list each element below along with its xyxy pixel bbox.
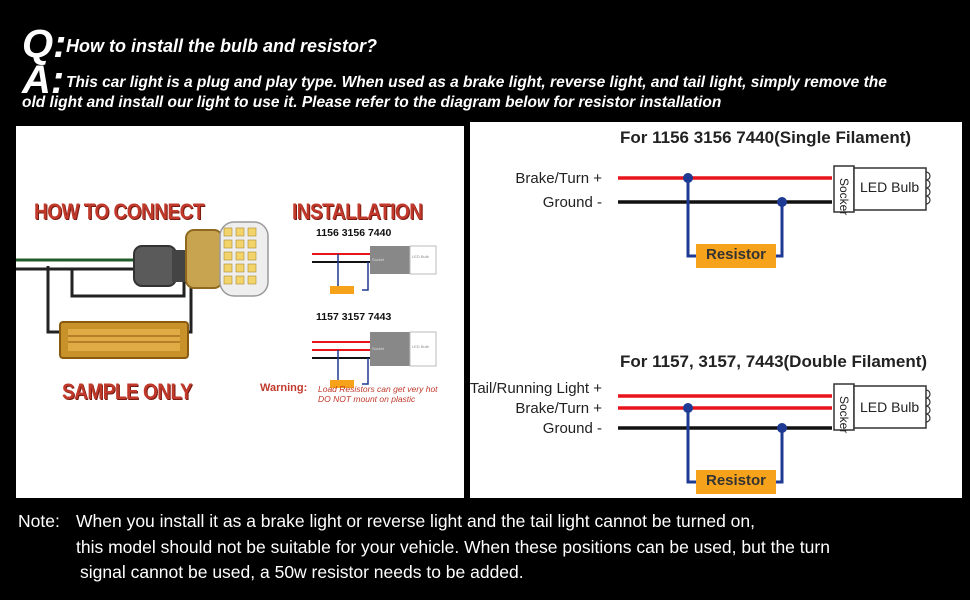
single-socket-label: Socker (837, 178, 851, 216)
a-letter: A: (22, 58, 65, 102)
note-label: Note: (18, 511, 60, 531)
double-resistor-label: Resistor (705, 472, 767, 489)
socket-photo (134, 246, 176, 286)
mini-socket-label-double: Socket (372, 346, 385, 351)
mini-bulb-label-double: LED Bulb (412, 344, 429, 349)
single-ground-label: Ground - (542, 194, 602, 211)
warning-line-2: DO NOT mount on plastic (318, 394, 416, 404)
question-text: How to install the bulb and resistor? (66, 36, 378, 56)
how-to-connect-label: HOW TO CONNECT (34, 200, 204, 225)
double-blue-wire-left (688, 408, 696, 482)
single-blue-wire-right (776, 202, 782, 256)
double-socket-label: Socker (837, 396, 851, 434)
resistor-lead-left (48, 266, 62, 332)
double-tail-label: Tail/Running Light + (469, 380, 602, 397)
note-line-2: this model should not be suitable for your vehicle. When these positions can be used, but the turn (76, 537, 830, 557)
single-blue-wire-left (688, 178, 696, 256)
answer-line-2: old light and install our light to use it. Please refer to the diagram below for resistor installation (22, 94, 722, 111)
single-filament-title: For 1156 3156 7440(Single Filament) (620, 128, 912, 147)
single-brake-label: Brake/Turn + (515, 170, 602, 187)
answer-line-1: This car light is a plug and play type. When used as a brake light, reverse light, and tail light, simply remove the (66, 74, 887, 91)
single-resistor-label: Resistor (705, 246, 767, 263)
mini-socket-label-single: Socket (372, 257, 385, 262)
double-bulb-label: LED Bulb (860, 399, 920, 415)
note-line-3: signal cannot be used, a 50w resistor needs to be added. (80, 562, 524, 582)
connection-photo-panel (16, 126, 464, 498)
wiring-diagram-panel (470, 122, 962, 498)
double-blue-wire-right (776, 428, 782, 482)
warning-line-1: Load Resistors can get very hot (318, 384, 438, 394)
warning-label: Warning: (260, 382, 308, 394)
q-letter: Q: (22, 22, 67, 66)
mini-diagram-double (312, 332, 436, 388)
double-brake-label: Brake/Turn + (515, 400, 602, 417)
led-bulb-photo (186, 230, 222, 288)
model-double-label: 1157 3157 7443 (316, 311, 392, 323)
note-line-1: When you install it as a brake light or reverse light and the tail light cannot be turned on, (76, 511, 756, 531)
sample-only-label: SAMPLE ONLY (62, 380, 192, 405)
model-single-label: 1156 3156 7440 (316, 227, 392, 239)
installation-label: INSTALLATION (292, 200, 423, 225)
connection-photo-illustration (16, 126, 464, 498)
double-ground-label: Ground - (542, 420, 602, 437)
double-filament-title: For 1157, 3157, 7443(Double Filament) (620, 352, 928, 371)
single-bulb-label: LED Bulb (860, 179, 920, 195)
mini-bulb-label-single: LED Bulb (412, 254, 429, 259)
